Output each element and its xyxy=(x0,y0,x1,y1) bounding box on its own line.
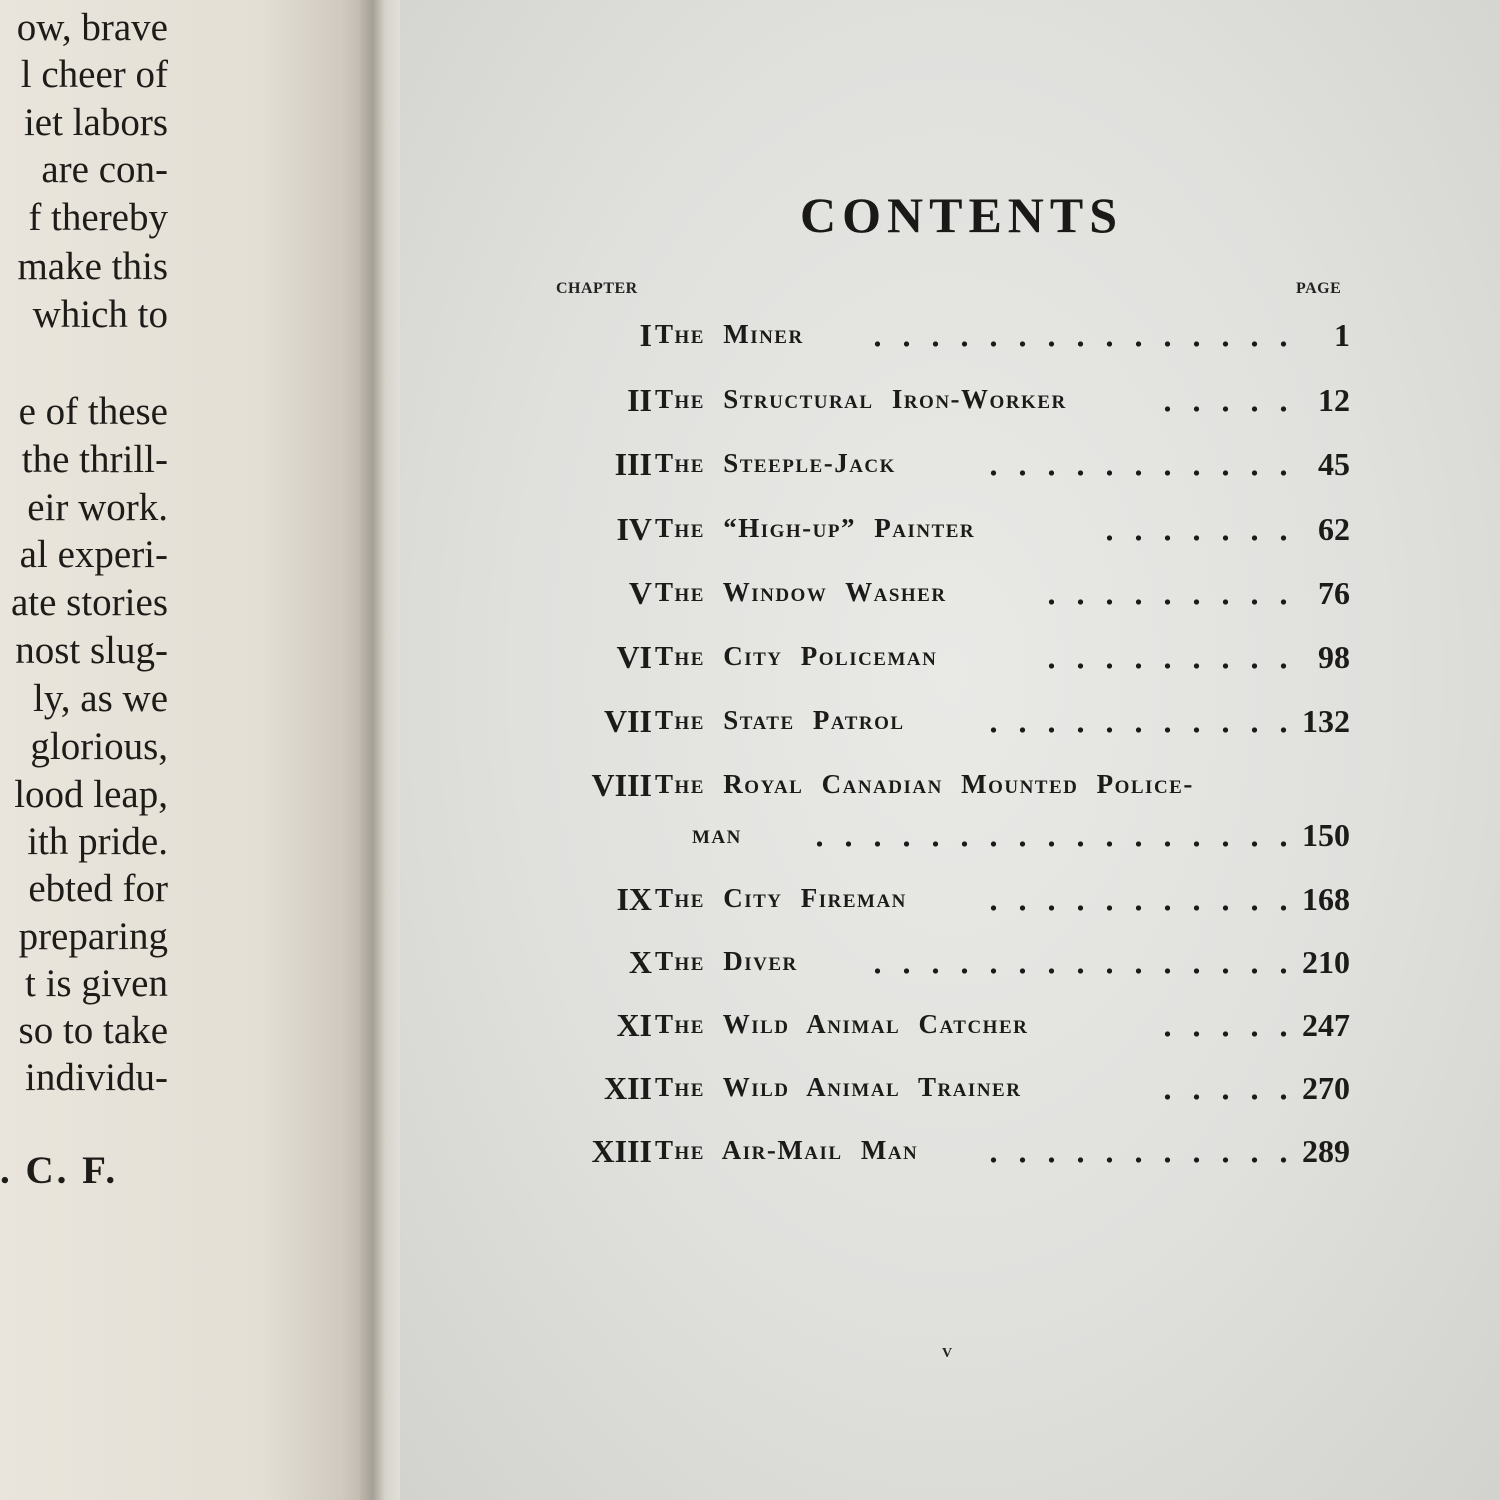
toc-entry xyxy=(540,382,1360,422)
chapter-number: XII xyxy=(603,1070,652,1106)
dot-leader xyxy=(804,841,1298,847)
left-page-text-line: which to xyxy=(32,293,168,336)
left-page-text-line: make this xyxy=(17,245,168,288)
page-number: 270 xyxy=(1302,1070,1350,1106)
page-number: 62 xyxy=(1318,511,1350,547)
toc-entry xyxy=(540,575,1360,615)
page-number: 132 xyxy=(1302,703,1350,739)
left-page-text-line: ebted for xyxy=(28,867,168,910)
page-number: 98 xyxy=(1318,639,1350,675)
left-page xyxy=(0,0,372,1500)
left-page-text-line: so to take xyxy=(18,1009,168,1052)
page-folio: v xyxy=(942,1340,953,1362)
page-column-header: PAGE xyxy=(1296,280,1342,297)
page-number: 150 xyxy=(1302,817,1350,853)
left-page-text-line: are con- xyxy=(41,148,168,191)
toc-entry xyxy=(540,317,1360,357)
dot-leader xyxy=(978,470,1298,476)
page-number: 210 xyxy=(1302,944,1350,980)
book-gutter xyxy=(360,0,402,1500)
chapter-title: The “High-up” Painter xyxy=(655,513,976,543)
page-number: 247 xyxy=(1302,1007,1350,1043)
dot-leader xyxy=(1150,406,1298,412)
toc-entry xyxy=(540,881,1360,921)
chapter-number: X xyxy=(628,944,652,980)
chapter-number: IX xyxy=(616,881,652,917)
chapter-title: The State Patrol xyxy=(655,705,905,735)
left-page-text-line: ly, as we xyxy=(32,677,168,720)
page-number: 45 xyxy=(1318,446,1350,482)
left-page-text-line: nost slug- xyxy=(15,629,168,672)
toc-entry xyxy=(540,511,1360,551)
left-page-text-line: ith pride. xyxy=(27,820,168,863)
chapter-number: II xyxy=(627,382,652,418)
chapter-title: The Royal Canadian Mounted Police- xyxy=(655,769,1194,799)
page-number: 1 xyxy=(1334,317,1350,353)
toc-entry xyxy=(540,944,1360,984)
toc-entry xyxy=(540,1070,1360,1110)
chapter-title: The Air-Mail Man xyxy=(655,1135,919,1165)
chapter-title: The Wild Animal Catcher xyxy=(655,1009,1029,1039)
chapter-number: V xyxy=(628,575,652,611)
toc-entry-continuation xyxy=(540,817,1360,857)
chapter-title-continuation: man xyxy=(692,819,742,849)
dot-leader xyxy=(1152,1094,1298,1100)
toc-entry xyxy=(540,446,1360,486)
chapter-number: VI xyxy=(616,639,652,675)
chapter-number: III xyxy=(614,446,652,482)
left-page-text-line: e of these xyxy=(18,390,168,433)
dot-leader xyxy=(1036,599,1298,605)
left-page-text-line: preparing xyxy=(18,915,168,958)
chapter-number: XIII xyxy=(591,1133,652,1169)
chapter-title: The City Fireman xyxy=(655,883,907,913)
dot-leader xyxy=(1094,535,1298,541)
dot-leader xyxy=(1152,1031,1298,1037)
dot-leader xyxy=(978,727,1298,733)
chapter-column-header: CHAPTER xyxy=(556,280,638,297)
page-number: 76 xyxy=(1318,575,1350,611)
left-page-text-line: iet labors xyxy=(23,101,168,144)
toc-entry xyxy=(540,1133,1360,1173)
page-number: 168 xyxy=(1302,881,1350,917)
chapter-title: The Miner xyxy=(655,319,804,349)
left-page-text-line: l cheer of xyxy=(20,53,168,96)
left-page-text-line: eir work. xyxy=(27,486,168,529)
signature-initials: . C. F. xyxy=(0,1149,119,1192)
dot-leader xyxy=(862,341,1298,347)
left-page-text-line: f thereby xyxy=(28,196,168,239)
dot-leader xyxy=(978,905,1298,911)
left-page-text-line: t is given xyxy=(25,962,168,1005)
chapter-title: The Structural Iron-Worker xyxy=(655,384,1067,414)
dot-leader xyxy=(1036,663,1298,669)
chapter-title: The Steeple-Jack xyxy=(655,448,896,478)
contents-title: CONTENTS xyxy=(800,187,1124,243)
toc-entry xyxy=(540,1007,1360,1047)
toc-entry xyxy=(540,703,1360,743)
chapter-title: The Diver xyxy=(655,946,798,976)
left-page-text-line: ow, brave xyxy=(16,6,168,49)
dot-leader xyxy=(862,968,1298,974)
chapter-number: XI xyxy=(616,1007,652,1043)
chapter-title: The Wild Animal Trainer xyxy=(655,1072,1022,1102)
chapter-title: The Window Washer xyxy=(655,577,947,607)
left-page-text-line: al experi- xyxy=(19,533,168,576)
page-number: 289 xyxy=(1302,1133,1350,1169)
page-number: 12 xyxy=(1318,382,1350,418)
left-page-text-line: the thrill- xyxy=(21,438,168,481)
chapter-number: IV xyxy=(616,511,652,547)
toc-entry xyxy=(540,639,1360,679)
left-page-text-line: individu- xyxy=(25,1056,168,1099)
chapter-title: The City Policeman xyxy=(655,641,938,671)
chapter-number: VII xyxy=(603,703,652,739)
toc-entry xyxy=(540,767,1360,807)
chapter-number: I xyxy=(639,317,652,353)
dot-leader xyxy=(978,1157,1298,1163)
left-page-text-line: ate stories xyxy=(10,581,168,624)
left-page-text-line: lood leap, xyxy=(14,773,168,816)
left-page-text-line: glorious, xyxy=(30,725,168,768)
chapter-number: VIII xyxy=(591,767,652,803)
